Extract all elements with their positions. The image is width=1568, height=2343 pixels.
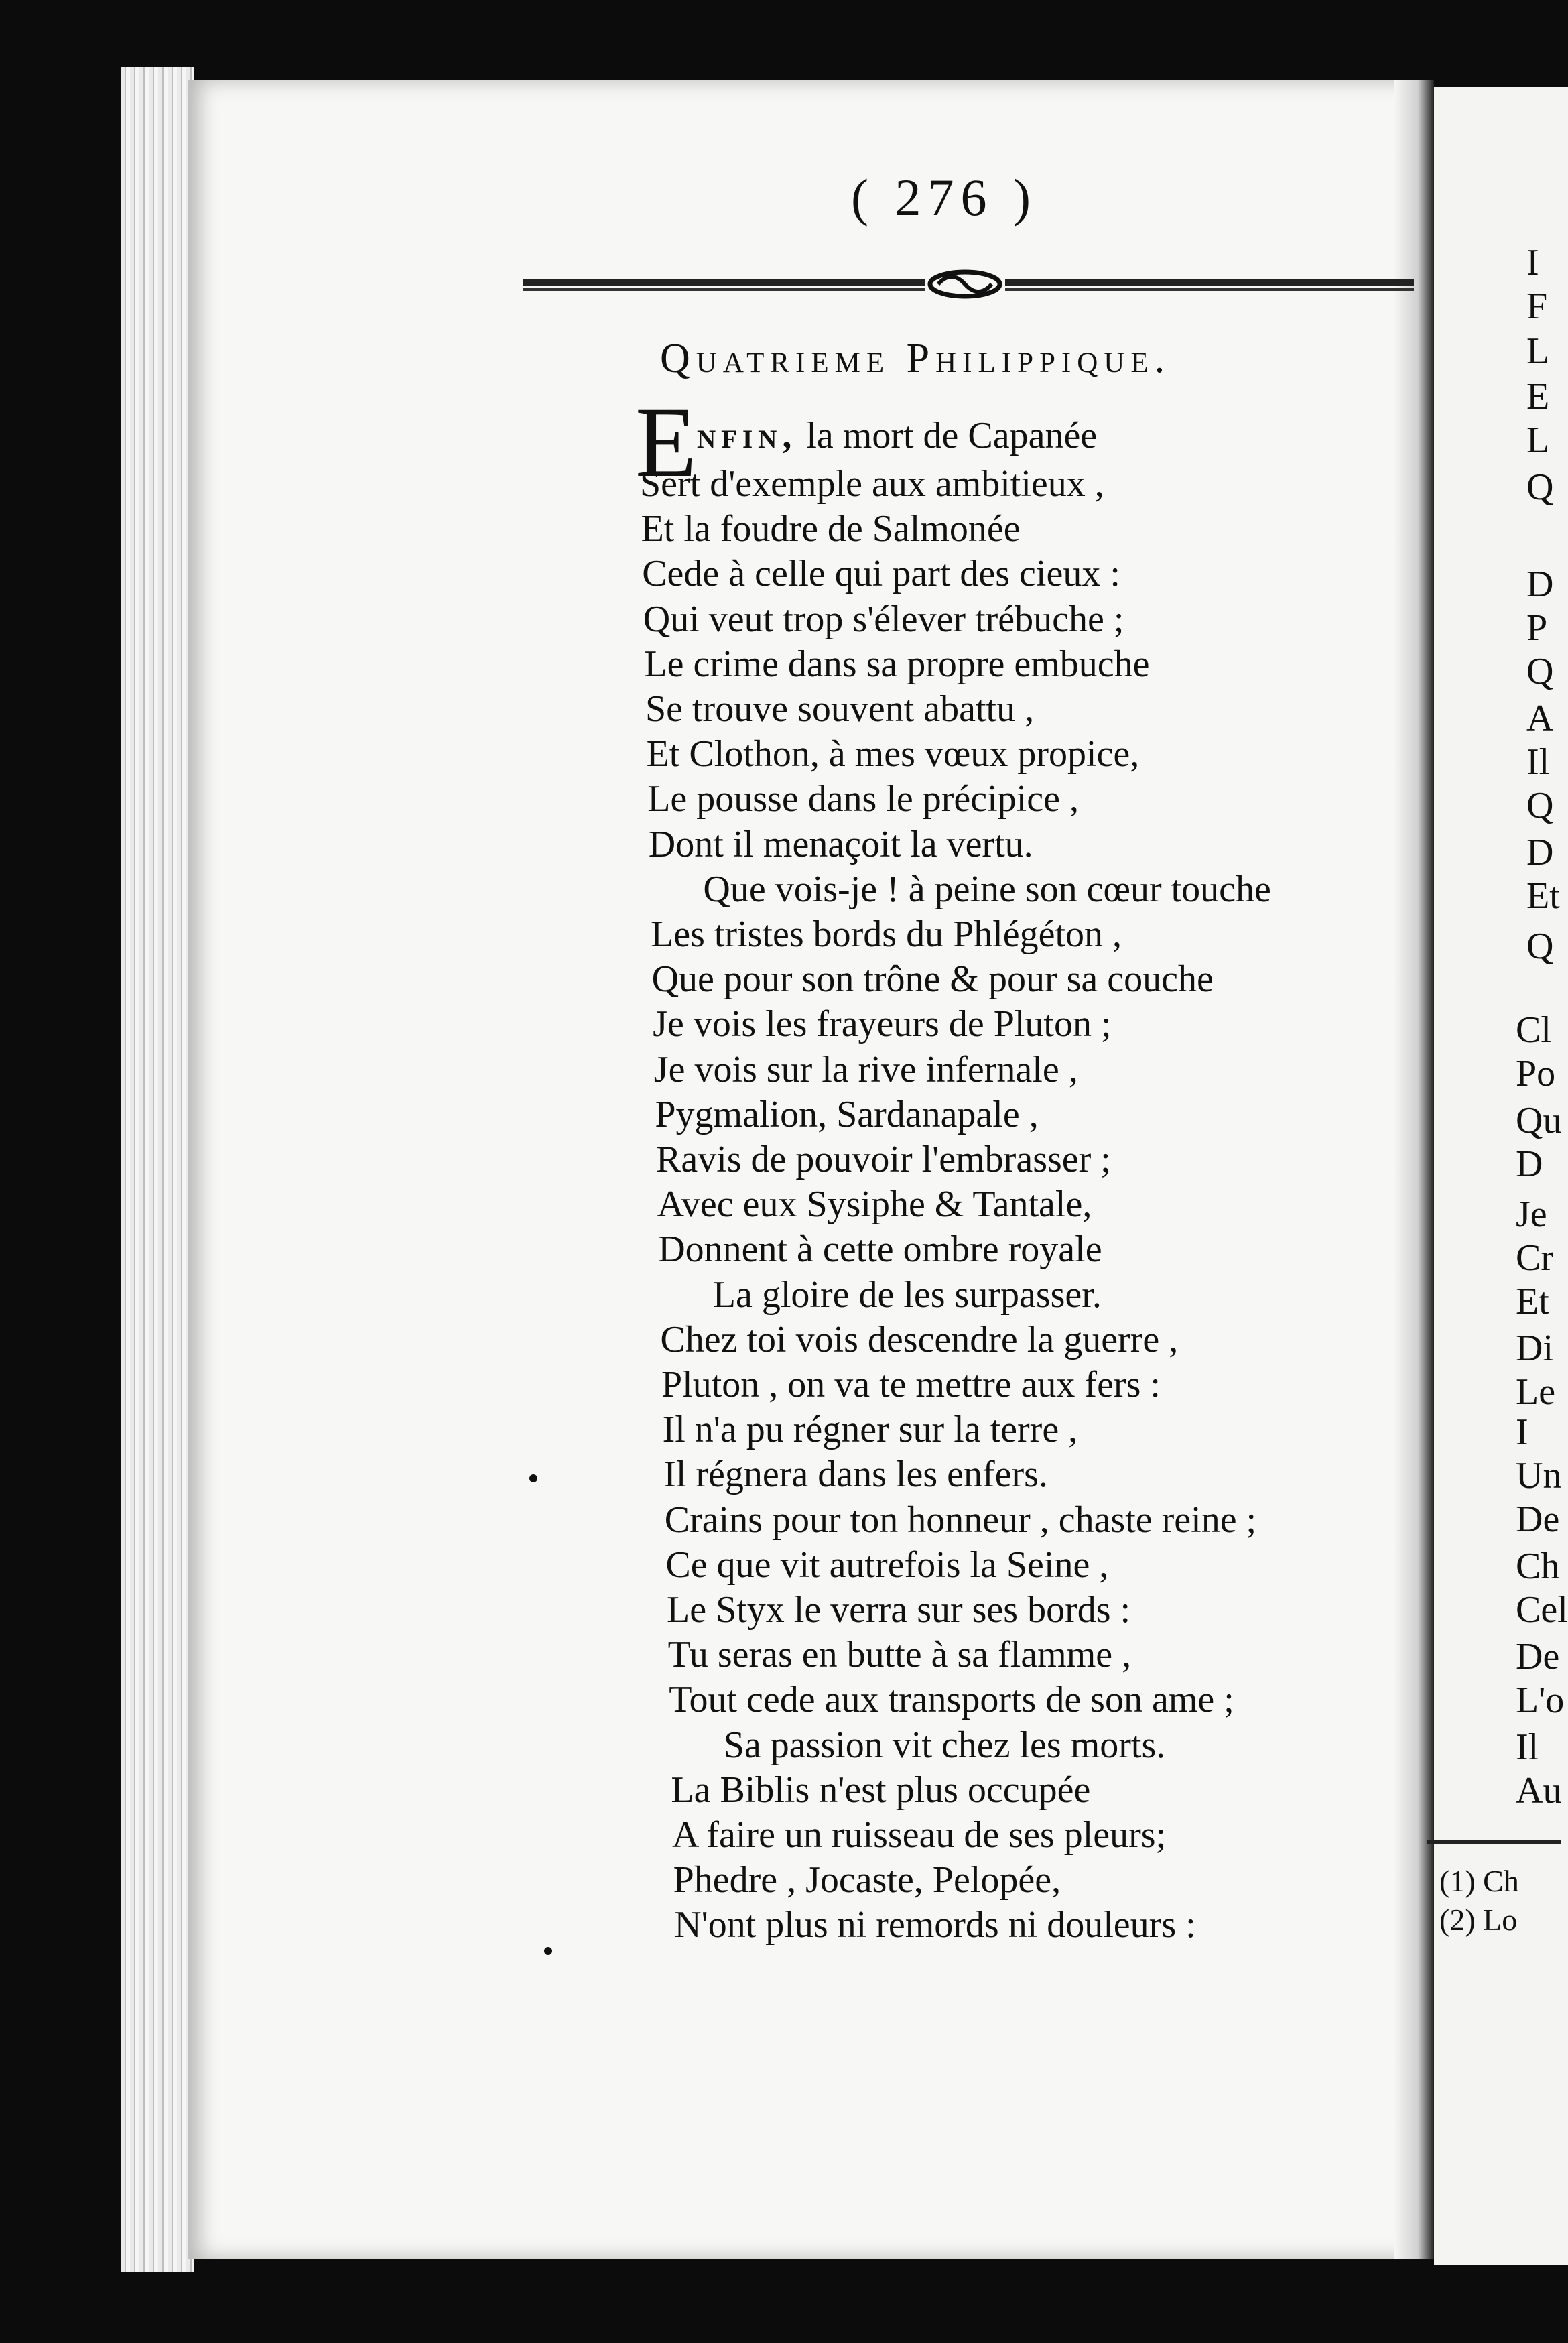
facing-page-fragment: L — [1526, 420, 1550, 461]
page-number: ( 276 ) — [851, 168, 1037, 227]
facing-page-fragment: D — [1526, 832, 1554, 873]
facing-page-fragment: Q — [1526, 785, 1554, 826]
gutter-shadow — [1394, 80, 1434, 2259]
facing-page-fragment: E — [1526, 376, 1550, 418]
poem-line: N'ont plus ni remords ni douleurs : — [674, 1904, 1196, 1946]
poem-line: Ce que vit autrefois la Seine , — [665, 1543, 1109, 1586]
facing-page-fragment: A — [1526, 698, 1554, 739]
poem-line: Crains pour ton honneur , chaste reine ; — [664, 1499, 1257, 1541]
facing-page-fragment: P — [1526, 607, 1548, 649]
ink-speck — [544, 1947, 552, 1955]
poem-line: Sert d'exemple aux ambitieux , — [640, 463, 1104, 505]
poem-line: Que vois-je ! à peine son cœur touche — [703, 868, 1271, 910]
poem-line: Avec eux Sysiphe & Tantale, — [657, 1184, 1092, 1226]
poem-line: Je vois les frayeurs de Pluton ; — [653, 1003, 1112, 1046]
poem-line: Pluton , on va te mettre aux fers : — [661, 1364, 1161, 1405]
facing-page-fragment: Qu — [1516, 1100, 1562, 1141]
poem-line: Tout cede aux transports de son ame ; — [669, 1679, 1234, 1721]
poem-line: Se trouve souvent abattu , — [645, 688, 1035, 730]
poem-heading: Quatrieme Philippique. — [660, 336, 1171, 381]
poem-line: Sa passion vit chez les morts. — [723, 1724, 1166, 1766]
facing-page-fragment: L — [1526, 330, 1550, 372]
facing-page-fragment: Di — [1516, 1328, 1553, 1369]
poem-line: La Biblis n'est plus occupée — [671, 1769, 1091, 1811]
facing-page-fragment: I — [1516, 1411, 1528, 1453]
facing-page-fragment: Cel — [1516, 1589, 1568, 1631]
facing-page-fragment: D — [1516, 1143, 1543, 1185]
first-line-rest: la mort de Capanée — [797, 415, 1098, 456]
poem-line: Le Styx le verra sur ses bords : — [667, 1589, 1131, 1631]
facing-page-fragment: Cl — [1516, 1009, 1551, 1051]
facing-page-fragment: L'o — [1516, 1680, 1565, 1721]
facing-page-fragment: I — [1526, 242, 1539, 283]
facing-page-fragment: Q — [1526, 926, 1554, 967]
facing-page-fragment: Cr — [1516, 1237, 1553, 1279]
facing-page-fragment: De — [1516, 1636, 1560, 1677]
ornament-rule — [523, 263, 1414, 303]
facing-page-fragment: Et — [1526, 875, 1560, 917]
poem-line: Pygmalion, Sardanapale , — [655, 1093, 1039, 1135]
poem-line: Le crime dans sa propre embuche — [644, 643, 1150, 685]
facing-page-fragment: F — [1526, 286, 1548, 327]
ink-speck — [529, 1474, 537, 1482]
poem-line: Tu seras en butte à sa flamme , — [667, 1634, 1132, 1676]
poem-line: Il n'a pu régner sur la terre , — [662, 1409, 1078, 1451]
poem-line: Donnent à cette ombre royale — [658, 1228, 1102, 1271]
poem-line: Que pour son trône & pour sa couche — [651, 958, 1214, 1001]
facing-page-fragment: De — [1516, 1499, 1560, 1540]
facing-page-fragment: Ch — [1516, 1545, 1560, 1587]
facing-page-fragment: Au — [1516, 1770, 1562, 1812]
page-edge — [121, 67, 194, 2272]
poem-line: Qui veut trop s'élever trébuche ; — [643, 598, 1124, 640]
poem-line: Et Clothon, à mes vœux propice, — [646, 733, 1140, 775]
poem-line-first — [697, 414, 1097, 457]
facing-page-fragment: Je — [1516, 1194, 1547, 1235]
poem-line: A faire un ruisseau de ses pleurs; — [672, 1814, 1167, 1856]
facing-page-fragment: Un — [1516, 1455, 1562, 1497]
poem-line: La gloire de les surpasser. — [712, 1273, 1102, 1316]
poem-line: Chez toi vois descendre la guerre , — [660, 1318, 1179, 1360]
facing-page-fragment: Et — [1516, 1281, 1549, 1322]
facing-footnote-rule — [1427, 1840, 1561, 1844]
poem-line: Cede à celle qui part des cieux : — [642, 553, 1120, 595]
facing-page-fragment: Il — [1526, 741, 1550, 783]
poem-line: Le pousse dans le précipice , — [647, 778, 1079, 820]
poem-line: Je vois sur la rive infernale , — [653, 1048, 1078, 1090]
facing-page-fragment: Q — [1526, 466, 1554, 508]
facing-page-footnote: (2) Lo — [1439, 1903, 1518, 1937]
poem-line: Il régnera dans les enfers. — [663, 1454, 1048, 1496]
poem-line: Et la foudre de Salmonée — [641, 508, 1021, 550]
drop-cap: E — [635, 387, 697, 498]
first-word: nfin, — [697, 415, 797, 456]
facing-page-fragment: Le — [1516, 1371, 1556, 1413]
facing-page-fragment: Po — [1516, 1053, 1556, 1094]
facing-page-fragment: Q — [1526, 651, 1554, 692]
poem-line: Phedre , Jocaste, Pelopée, — [673, 1859, 1061, 1901]
facing-page-fragment: Il — [1516, 1726, 1539, 1768]
poem-line: Dont il menaçoit la vertu. — [648, 823, 1033, 865]
facing-page-footnote: (1) Ch — [1439, 1864, 1519, 1898]
poem-line: Ravis de pouvoir l'embrasser ; — [656, 1139, 1111, 1180]
poem-line: Les tristes bords du Phlégéton , — [651, 913, 1122, 955]
facing-page-fragment: D — [1526, 564, 1554, 605]
